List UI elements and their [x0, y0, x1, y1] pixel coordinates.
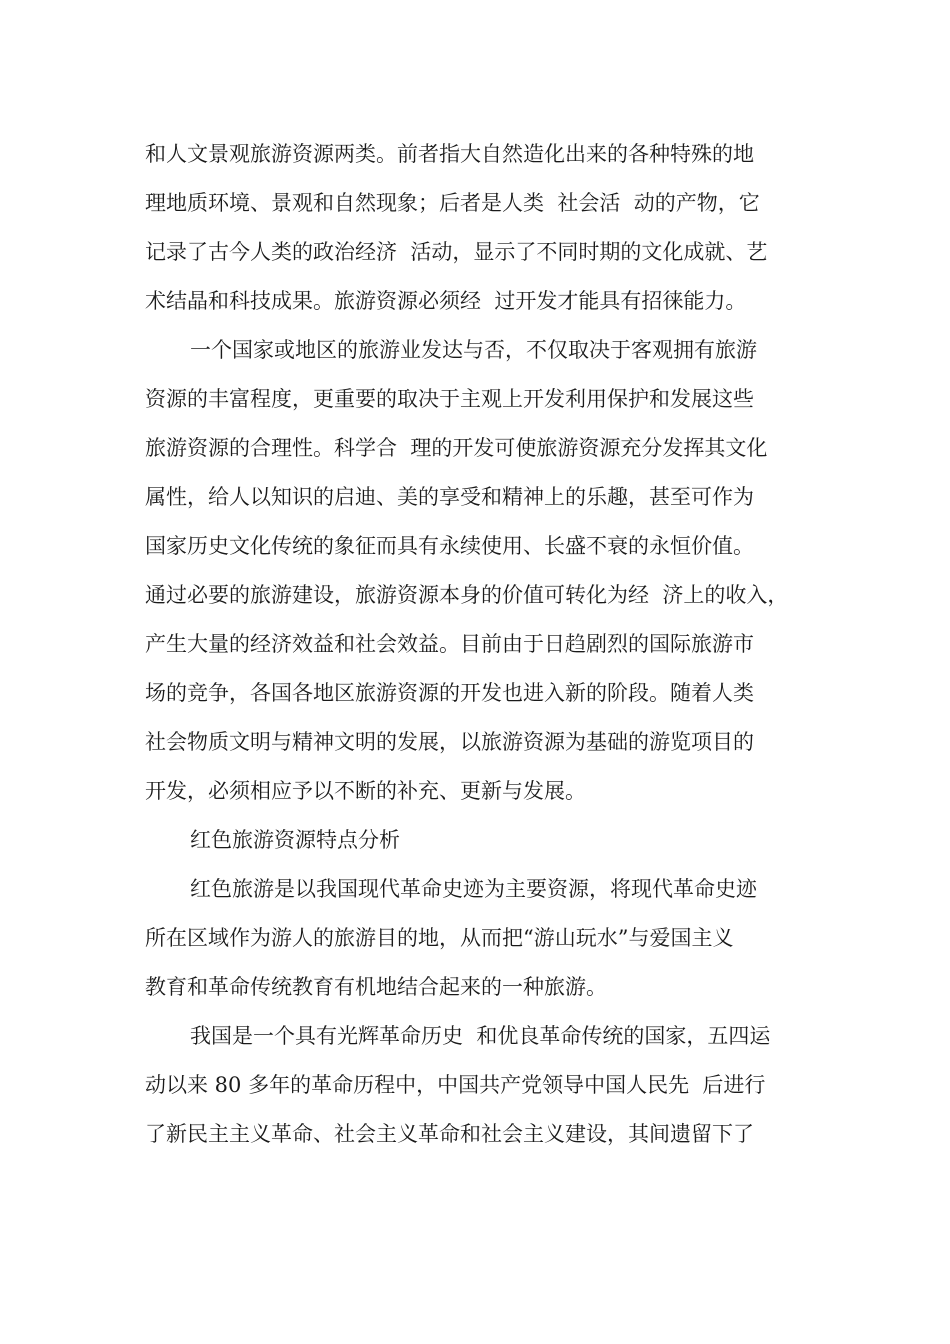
text-line: 资源的丰富程度，更重要的取决于主观上开发利用保护和发展这些: [145, 387, 754, 411]
text-line: 社会物质文明与精神文明的发展，以旅游资源为基础的游览项目的: [145, 730, 754, 754]
text-line: 场的竞争，各国各地区旅游资源的开发也进入新的阶段。随着人类: [145, 681, 754, 705]
paragraph-first-line: 一个国家或地区的旅游业发达与否，不仅取决于客观拥有旅游: [190, 338, 757, 362]
text-line: 属性，给人以知识的启迪、美的享受和精神上的乐趣，甚至可作为: [145, 485, 754, 509]
text-line: 了新民主主义革命、社会主义革命和社会主义建设，其间遗留下了: [145, 1122, 754, 1146]
text-line: 旅游资源的合理性。科学合 理的开发可使旅游资源充分发挥其文化: [145, 436, 768, 460]
text-line: 开发，必须相应予以不断的补充、更新与发展。: [145, 779, 586, 803]
section-heading: 红色旅游资源特点分析: [190, 828, 400, 852]
text-line: 所在区域作为游人的旅游目的地，从而把“游山玩水”与爱国主义: [145, 926, 734, 950]
text-line: 理地质环境、景观和自然现象；后者是人类 社会活 动的产物，它: [145, 191, 760, 215]
text-line: 国家历史文化传统的象征而具有永续使用、长盛不衰的永恒价值。: [145, 534, 754, 558]
text-line: 通过必要的旅游建设，旅游资源本身的价值可转化为经 济上的收入，: [145, 583, 789, 607]
document-body: [145, 130, 825, 1159]
text-line: 术结晶和科技成果。旅游资源必须经 过开发才能具有招徕能力。: [145, 289, 747, 313]
text-line: 产生大量的经济效益和社会效益。目前由于日趋剧烈的国际旅游市: [145, 632, 754, 656]
text-line: 记录了古今人类的政治经济 活动，显示了不同时期的文化成就、艺: [145, 240, 768, 264]
text-line: 和人文景观旅游资源两类。前者指大自然造化出来的各种特殊的地: [145, 142, 754, 166]
paragraph-first-line: 我国是一个具有光辉革命历史 和优良革命传统的国家，五四运: [190, 1024, 771, 1048]
text-line: 教育和革命传统教育有机地结合起来的一种旅游。: [145, 975, 607, 999]
text-line: 动以来 80 多年的革命历程中，中国共产党领导中国人民先 后进行: [145, 1073, 766, 1097]
paragraph-first-line: 红色旅游是以我国现代革命史迹为主要资源，将现代革命史迹: [190, 877, 757, 901]
